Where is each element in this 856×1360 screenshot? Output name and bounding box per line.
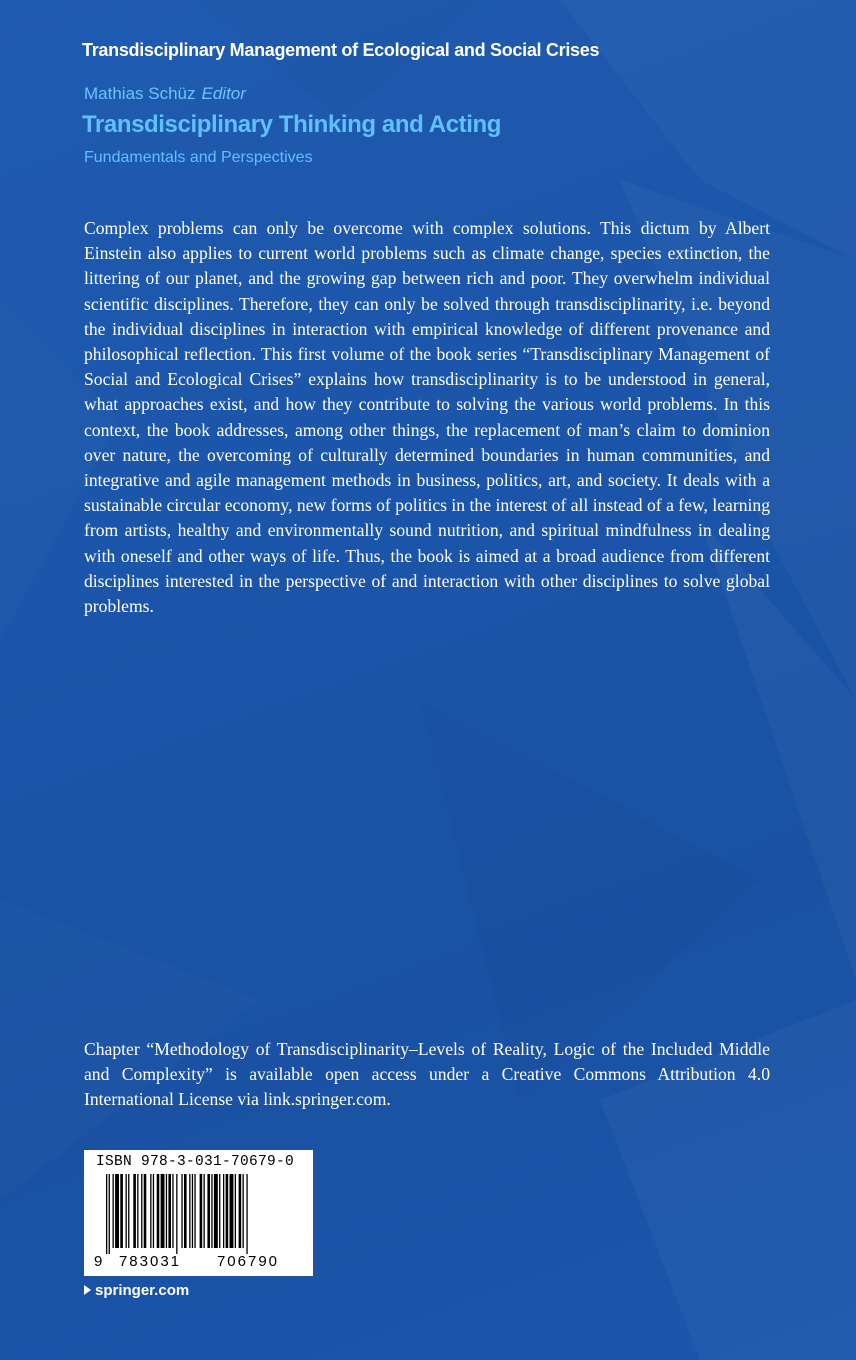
publisher-link[interactable] <box>84 1282 189 1299</box>
barcode-bar <box>128 1174 129 1248</box>
barcode-bar <box>157 1174 160 1248</box>
isbn-barcode-box <box>84 1150 313 1276</box>
book-subtitle: Fundamentals and Perspectives <box>84 149 313 166</box>
barcode-bar <box>161 1174 165 1248</box>
barcode-bar <box>133 1174 136 1248</box>
editor-role: Editor <box>201 84 246 103</box>
barcode-bar <box>166 1174 167 1248</box>
barcode-bar <box>150 1174 151 1248</box>
barcode-bar <box>144 1174 147 1248</box>
barcode-bar <box>194 1174 195 1248</box>
barcode-bar <box>172 1174 173 1248</box>
series-title: Transdisciplinary Management of Ecological and Social Crises <box>82 40 600 60</box>
barcode-bar <box>230 1174 234 1248</box>
barcode-bar <box>176 1174 177 1254</box>
barcode-first-digit: 9 <box>94 1253 103 1268</box>
barcode-bar <box>141 1174 142 1248</box>
barcode-bar <box>246 1174 247 1254</box>
barcode-bar <box>120 1174 123 1248</box>
open-access-note: Chapter “Methodology of Transdisciplinarity–Levels of Reality, Logic of the Included Middle and Complexity” is available open access under a Creative Commons Attribution 4.0 International License via link.springer.com. <box>84 1039 770 1110</box>
barcode-bar <box>109 1174 110 1254</box>
editor-line <box>84 84 246 104</box>
barcode-bar <box>211 1174 212 1248</box>
barcode-right-group: 706790 <box>216 1253 280 1268</box>
barcode-bars <box>106 1174 248 1254</box>
barcode-bar <box>235 1174 236 1248</box>
barcode-bar <box>219 1174 220 1248</box>
book-title: Transdisciplinary Thinking and Acting <box>82 111 502 138</box>
editor-name: Mathias Schüz <box>84 84 196 103</box>
barcode-bar <box>214 1174 218 1248</box>
isbn-label: ISBN 978-3-031-70679-0 <box>96 1154 295 1170</box>
barcode-bar <box>226 1174 229 1248</box>
barcode-bar <box>168 1174 171 1248</box>
barcode-bar <box>181 1174 182 1248</box>
barcode-left-group: 783031 <box>118 1253 182 1268</box>
barcode-bar <box>207 1174 210 1248</box>
barcode-bar <box>106 1174 107 1254</box>
barcode-bar <box>200 1174 203 1248</box>
barcode-bar <box>126 1174 127 1248</box>
barcode-bar <box>223 1174 224 1248</box>
barcode-bar <box>243 1174 244 1248</box>
barcode-bar <box>113 1174 114 1248</box>
barcode-bar <box>137 1174 138 1248</box>
barcode-bar <box>115 1174 119 1248</box>
barcode-bar <box>153 1174 154 1248</box>
barcode-bar <box>204 1174 205 1248</box>
barcode-bar <box>184 1174 187 1248</box>
book-description: Complex problems can only be overcome with complex solutions. This dictum by Albert Einstein also applies to current world problems such as climate change, species extinction, the littering of our planet, and the growing gap between rich and poor. They overwhelm individual scientific disciplines. Therefore, they can only be solved through transdisciplinarity, i.e. beyond the individual disciplines in interaction with empirical knowledge of different provenance and philosophical reflection. This first volume of the book series “Transdisciplinary Management of Social and Ecological Crises” explains how transdisciplinarity is to be understood in general, what approaches exist, and how they contribute to solving the various world problems. In this context, the book addresses, among other things, the replacement of man’s claim to dominion over nature, the overcoming of culturally determined boundaries in human communities, and integrative and agile management methods in business, politics, art, and society. It deals with a sustainable circular economy, new forms of politics in the interest of all instead of a few, learning from artists, healthy and environmentally sound nutrition, and spiritual mindfulness in dealing with oneself and other ways of life. Thus, the book is aimed at a broad audience from different disciplines interested in the perspective of and interaction with other disciplines to solve global problems. <box>84 218 770 617</box>
barcode-bar <box>189 1174 190 1248</box>
arrow-right-icon <box>84 1285 91 1295</box>
barcode-bar <box>192 1174 193 1248</box>
publisher-link-text: springer.com <box>95 1282 190 1299</box>
barcode <box>94 1174 303 1268</box>
barcode-bar <box>239 1174 242 1248</box>
